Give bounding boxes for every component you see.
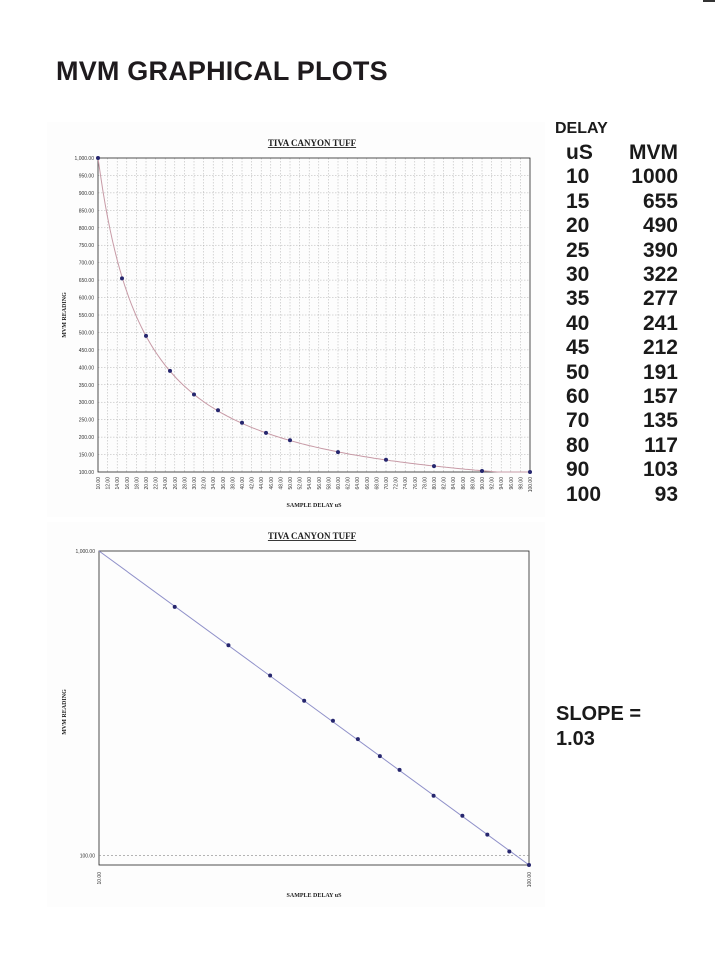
chart1-x-tick-label: 40.00 xyxy=(240,477,246,490)
chart1-x-tick-label: 98.00 xyxy=(518,477,525,490)
table-cell-mvm: 93 xyxy=(654,482,678,506)
chart1-x-tick-label: 38.00 xyxy=(230,477,237,490)
table-cell-delay: 45 xyxy=(566,336,590,360)
chart1-x-tick-label: 28.00 xyxy=(182,477,189,490)
chart1-x-tick-label: 42.00 xyxy=(249,477,256,490)
chart1-x-tick-label: 10.00 xyxy=(96,477,102,490)
chart1-x-tick-label: 76.00 xyxy=(412,477,419,490)
page-title: MVM GRAPHICAL PLOTS xyxy=(56,56,388,86)
chart2-data-point xyxy=(331,719,335,723)
chart2-data-point xyxy=(507,849,511,853)
table-cell-mvm: 277 xyxy=(642,287,678,311)
table-cell-delay: 20 xyxy=(566,214,590,238)
chart1-y-tick-label: 800.00 xyxy=(78,225,94,232)
chart1-x-tick-label: 18.00 xyxy=(134,477,141,490)
chart1-data-point xyxy=(528,470,532,474)
chart1-x-tick-label: 22.00 xyxy=(153,477,160,490)
chart1-y-tick-label: 200.00 xyxy=(78,435,94,442)
table-cell-delay: 80 xyxy=(566,433,590,457)
chart2-data-point xyxy=(226,643,230,647)
chart1-data-point xyxy=(432,464,436,468)
table-cell-delay: 60 xyxy=(566,385,590,409)
chart1-y-tick-label: 350.00 xyxy=(78,382,94,389)
chart1-data-point xyxy=(288,438,292,442)
chart2-title: TIVA CANYON TUFF xyxy=(267,531,357,541)
chart1-x-tick-label: 48.00 xyxy=(278,477,285,490)
chart2-data-point xyxy=(356,737,360,741)
table-cell-mvm: 241 xyxy=(642,311,678,335)
slope-annotation xyxy=(556,702,641,752)
chart1-y-tick-label: 650.00 xyxy=(78,278,94,285)
chart1-x-tick-label: 58.00 xyxy=(326,477,333,490)
chart1-x-tick-label: 62.00 xyxy=(345,477,352,490)
table-cell-mvm: 212 xyxy=(642,336,678,360)
corner-mark xyxy=(703,0,715,2)
chart1-x-tick-label: 54.00 xyxy=(307,477,314,490)
chart1-x-tick-label: 88.00 xyxy=(470,477,477,490)
chart1-data-point xyxy=(336,450,340,454)
chart1-x-tick-label: 12.00 xyxy=(105,477,112,490)
chart1-y-tick-label: 250.00 xyxy=(78,417,94,424)
chart1-data-point xyxy=(384,458,388,462)
chart1-y-tick-label: 1,000.00 xyxy=(74,156,94,162)
chart1-x-tick-label: 44.00 xyxy=(259,477,266,490)
chart1-y-tick-label: 550.00 xyxy=(78,313,94,319)
chart1-x-tick-label: 14.00 xyxy=(115,477,122,490)
table-cell-delay: 25 xyxy=(566,238,590,262)
delay-column xyxy=(566,141,601,507)
chart1-x-tick-label: 56.00 xyxy=(316,477,323,490)
table-cell-delay: 15 xyxy=(566,189,590,213)
chart1-data-point xyxy=(96,156,100,160)
chart1-y-tick-label: 950.00 xyxy=(78,173,94,180)
chart2-panel xyxy=(47,522,545,907)
chart2-data-point xyxy=(460,814,464,818)
chart1-x-tick-label: 90.00 xyxy=(480,477,486,490)
chart1-x-tick-label: 94.00 xyxy=(499,477,506,490)
chart1-data-point xyxy=(264,431,268,435)
table-cell-delay: 50 xyxy=(566,360,590,384)
table-cell-delay: 40 xyxy=(566,311,590,335)
chart1-y-tick-label: 850.00 xyxy=(78,208,94,215)
table-header-mvm: MVM xyxy=(629,141,678,164)
chart1-x-tick-label: 82.00 xyxy=(441,477,448,490)
table-cell-mvm: 117 xyxy=(644,433,678,457)
chart1-x-tick-label: 36.00 xyxy=(220,477,227,490)
chart-loglog xyxy=(47,522,545,907)
table-cell-mvm: 490 xyxy=(642,214,678,238)
table-cell-delay: 35 xyxy=(566,287,590,311)
chart1-x-tick-label: 86.00 xyxy=(460,477,467,490)
chart2-data-point xyxy=(378,754,382,758)
chart1-x-tick-label: 72.00 xyxy=(393,477,400,490)
table-cell-delay: 10 xyxy=(566,165,590,189)
chart1-x-tick-label: 100.00 xyxy=(528,477,534,493)
chart2-data-point xyxy=(302,699,306,703)
chart1-x-tick-label: 96.00 xyxy=(508,477,515,490)
chart1-data-point xyxy=(240,421,244,425)
chart1-x-tick-label: 34.00 xyxy=(211,477,218,490)
chart1-data-point xyxy=(192,393,196,397)
chart1-data-point xyxy=(120,276,124,280)
chart2-data-point xyxy=(398,768,402,772)
table-header-us: uS xyxy=(566,141,593,164)
chart2-data-point xyxy=(432,794,436,798)
chart1-x-tick-label: 92.00 xyxy=(489,477,496,490)
chart1-y-tick-label: 100.00 xyxy=(78,470,94,476)
chart1-y-tick-label: 450.00 xyxy=(78,347,94,354)
chart1-y-tick-label: 150.00 xyxy=(78,452,94,459)
table-cell-mvm: 322 xyxy=(642,263,678,287)
chart1-x-tick-label: 60.00 xyxy=(336,477,342,490)
chart1-x-tick-label: 78.00 xyxy=(422,477,429,490)
chart1-x-tick-label: 32.00 xyxy=(201,477,208,490)
chart1-data-point xyxy=(168,369,172,373)
mvm-column xyxy=(627,141,678,507)
chart1-x-tick-label: 74.00 xyxy=(403,477,410,490)
table-cell-delay: 30 xyxy=(566,263,590,287)
table-cell-mvm: 1000 xyxy=(631,165,678,189)
table-cell-mvm: 655 xyxy=(642,189,678,213)
chart-decay-curve xyxy=(47,122,545,517)
chart1-x-tick-label: 66.00 xyxy=(364,477,371,490)
chart1-title: TIVA CANYON TUFF xyxy=(267,138,357,148)
table-cell-delay: 70 xyxy=(566,409,590,433)
chart1-y-tick-label: 750.00 xyxy=(78,243,94,250)
slope-value: 1.03 xyxy=(556,728,595,750)
chart1-x-tick-label: 30.00 xyxy=(192,477,198,490)
chart1-x-tick-label: 68.00 xyxy=(374,477,381,490)
slope-label: SLOPE = xyxy=(556,703,642,725)
table-cell-mvm: 157 xyxy=(642,385,678,409)
table-cell-mvm: 191 xyxy=(642,360,678,384)
chart2-y-tick-label: 100.00 xyxy=(79,853,95,860)
table-cell-delay: 90 xyxy=(566,458,590,482)
chart2-x-tick-label: 100.00 xyxy=(527,872,533,888)
chart1-y-tick-label: 300.00 xyxy=(78,400,94,407)
chart2-x-tick-label: 10.00 xyxy=(97,872,103,885)
chart1-x-tick-label: 84.00 xyxy=(451,477,458,490)
chart1-panel xyxy=(47,122,545,517)
chart1-y-tick-label: 400.00 xyxy=(78,365,94,372)
chart1-data-point xyxy=(480,469,484,473)
chart1-x-tick-label: 64.00 xyxy=(355,477,362,490)
chart1-x-tick-label: 50.00 xyxy=(288,477,294,490)
chart1-x-tick-label: 26.00 xyxy=(172,477,179,490)
chart1-x-tick-label: 80.00 xyxy=(432,477,438,490)
chart1-x-tick-label: 16.00 xyxy=(124,477,131,490)
table-cell-mvm: 103 xyxy=(642,458,678,482)
chart1-y-axis-label: MVM READING xyxy=(62,292,68,338)
chart1-y-tick-label: 900.00 xyxy=(78,190,94,197)
table-cell-mvm: 390 xyxy=(642,238,678,262)
chart1-data-point xyxy=(216,408,220,412)
chart1-y-tick-label: 500.00 xyxy=(78,330,94,337)
chart2-data-point xyxy=(485,833,489,837)
table-cell-delay: 100 xyxy=(566,482,602,506)
chart2-data-point xyxy=(527,863,531,867)
table-header-delay: DELAY xyxy=(555,120,608,137)
chart1-x-tick-label: 46.00 xyxy=(268,477,275,490)
chart2-y-axis-label: MVM READING xyxy=(62,689,68,735)
chart1-x-axis-label: SAMPLE DELAY uS xyxy=(286,503,342,509)
chart1-x-tick-label: 70.00 xyxy=(384,477,390,490)
chart2-y-tick-label: 1,000.00 xyxy=(75,549,95,555)
chart1-x-tick-label: 20.00 xyxy=(144,477,150,490)
chart1-x-tick-label: 52.00 xyxy=(297,477,304,490)
chart2-data-point xyxy=(268,673,272,677)
chart1-y-tick-label: 600.00 xyxy=(78,295,94,302)
chart2-x-axis-label: SAMPLE DELAY uS xyxy=(286,893,342,899)
chart2-data-point xyxy=(173,605,177,609)
chart1-y-tick-label: 700.00 xyxy=(78,260,94,267)
chart1-data-point xyxy=(144,334,148,338)
chart1-x-tick-label: 24.00 xyxy=(163,477,170,490)
table-cell-mvm: 135 xyxy=(642,409,678,433)
